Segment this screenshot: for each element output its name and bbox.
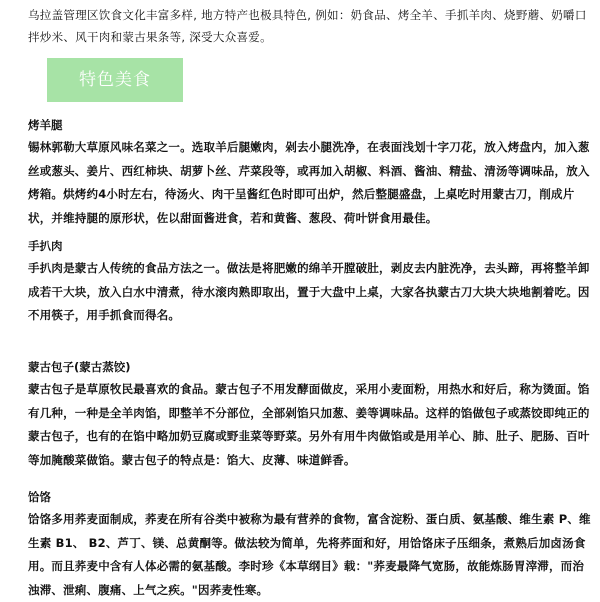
- specialty-food-banner: 特色美食: [47, 58, 183, 102]
- section-title: 饸饹: [28, 490, 51, 504]
- section-roast-lamb-leg: [28, 114, 594, 230]
- section-body: 锡林郭勒大草原风味名菜之一。选取羊后腿嫩肉，剁去小腿洗净，在表面浅划十字刀花，放入烤盘内，加入葱丝或葱头、姜片、西红柿块、胡萝卜丝、芹菜段等，或再加入胡椒、料酒、酱油、精盐、清汤等调味品，放入烤箱。烘烤约4小时左右，待汤火、肉干呈酱红色时即可出炉，然后整腿盛盘，上桌吃时用蒙古刀，削成片状，并维持腿的原形状，佐以甜面酱进食，若和黄酱、葱段、荷叶饼食用最佳。: [28, 140, 590, 225]
- section-title: 蒙古包子(蒙古蒸饺): [28, 360, 131, 374]
- section-body: 蒙古包子是草原牧民最喜欢的食品。蒙古包子不用发酵面做皮，采用小麦面粉，用热水和好后，称为烫面。馅有几种，一种是全羊肉馅，即整羊不分部位，全部剁馅只加葱、姜等调味品。这样的馅做包子或蒸饺即纯正的蒙古包子，也有的在馅中略加奶豆腐或野韭菜等野菜。另外有用牛肉做馅或是用羊心、肺、肚子、肥肠、百叶等加腌酸菜做馅。蒙古包子的特点是：馅大、皮薄、味道鲜香。: [28, 382, 590, 467]
- section-hele-noodles: [28, 486, 594, 602]
- section-title: 手扒肉: [28, 239, 63, 253]
- section-body: 饸饹多用荞麦面制成，荞麦在所有谷类中被称为最有营养的食物，富含淀粉、蛋白质、氨基酸、维生素 P、维生素 B1、 B2、芦丁、镁、总黄酮等。做法较为简单，先将荞面和好，用饸饹床子压细条，煮熟后加卤汤食用。而且荞麦中含有人体必需的氨基酸。李时珍《本草纲目》载："荞麦最降气宽肠，故能炼肠胃滓滞，而治浊滞、泄痢、腹痛、上气之疾。"因荞麦性寒。: [28, 512, 591, 597]
- intro-paragraph: 乌拉盖管理区饮食文化丰富多样, 地方特产也极具特色, 例如：奶食品、烤全羊、手抓羊肉、烧野蘑、奶嚼口拌炒米、风干肉和蒙古果条等, 深受大众喜爱。: [28, 8, 587, 44]
- section-mongolian-buns: [28, 356, 594, 472]
- section-title: 烤羊腿: [28, 118, 63, 132]
- section-body: 手扒肉是蒙古人传统的食品方法之一。做法是将肥嫩的绵羊开膛破肚，剥皮去内脏洗净，去头蹄，再将整羊卸成若干大块，放入白水中清煮，待水滚肉熟即取出，置于大盘中上桌，大家各执蒙古刀大块大块地割着吃。因不用筷子，用手抓食而得名。: [28, 261, 590, 322]
- section-hand-pulled-meat: [28, 235, 594, 328]
